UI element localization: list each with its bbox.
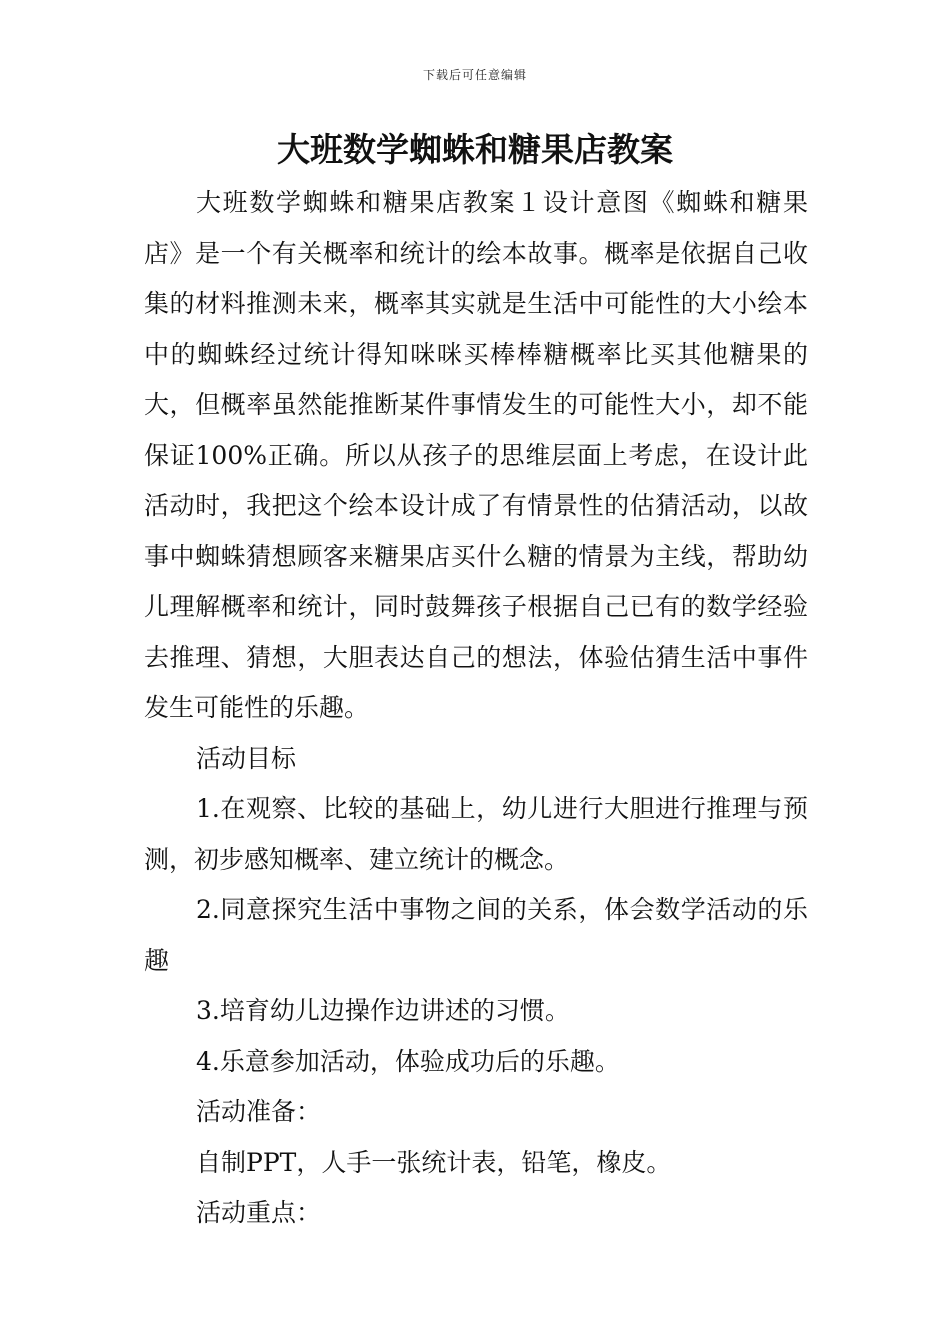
paragraph-goal-3: 3.培育幼儿边操作边讲述的习惯。 [196, 996, 570, 1025]
paragraph-goal-4: 4.乐意参加活动，体验成功后的乐趣。 [196, 1046, 620, 1076]
document-title: 大班数学蜘蛛和糖果店教案 [277, 130, 673, 169]
paragraph-preparation-items: 自制PPT，人手一张统计表，铅笔，橡皮。 [196, 1147, 672, 1177]
paragraph-design-intent: 大班数学蜘蛛和糖果店教案１设计意图《蜘蛛和糖果店》是一个有关概率和统计的绘本故事。概率是依据自己收集的材料推测未来，概率其实就是生活中可能性的大小绘本中的蜘蛛经过统计得知咪咪买棒棒糖概率比买其他糖果的大，但概率虽然能推断某件事情发生的可能性大小，却不能保证100%正确。所以从孩子的思维层面上考虑，在设计此活动时，我把这个绘本设计成了有情景性的估猜活动，以故事中蜘蛛猜想顾客来糖果店买什么糖的情景为主线，帮助幼儿理解概率和统计，同时鼓舞孩子根据自己已有的数学经验去推理、猜想，大胆表达自己的想法，体验估猜生活中事件发生可能性的乐趣。 [144, 188, 808, 722]
paragraph-goal-2: 2.同意探究生活中事物之间的关系，体会数学活动的乐趣 [144, 895, 808, 975]
paragraph-goal-1: 1.在观察、比较的基础上，幼儿进行大胆进行推理与预测，初步感知概率、建立统计的概念。 [144, 794, 808, 874]
paragraph-activity-goals-heading: 活动目标 [196, 743, 297, 773]
paragraph-preparation-heading: 活动准备： [196, 1097, 322, 1126]
paragraph-key-points-heading: 活动重点： [196, 1198, 322, 1227]
document-body [144, 178, 808, 1239]
page-header-note: 下载后可任意编辑 [422, 68, 527, 82]
